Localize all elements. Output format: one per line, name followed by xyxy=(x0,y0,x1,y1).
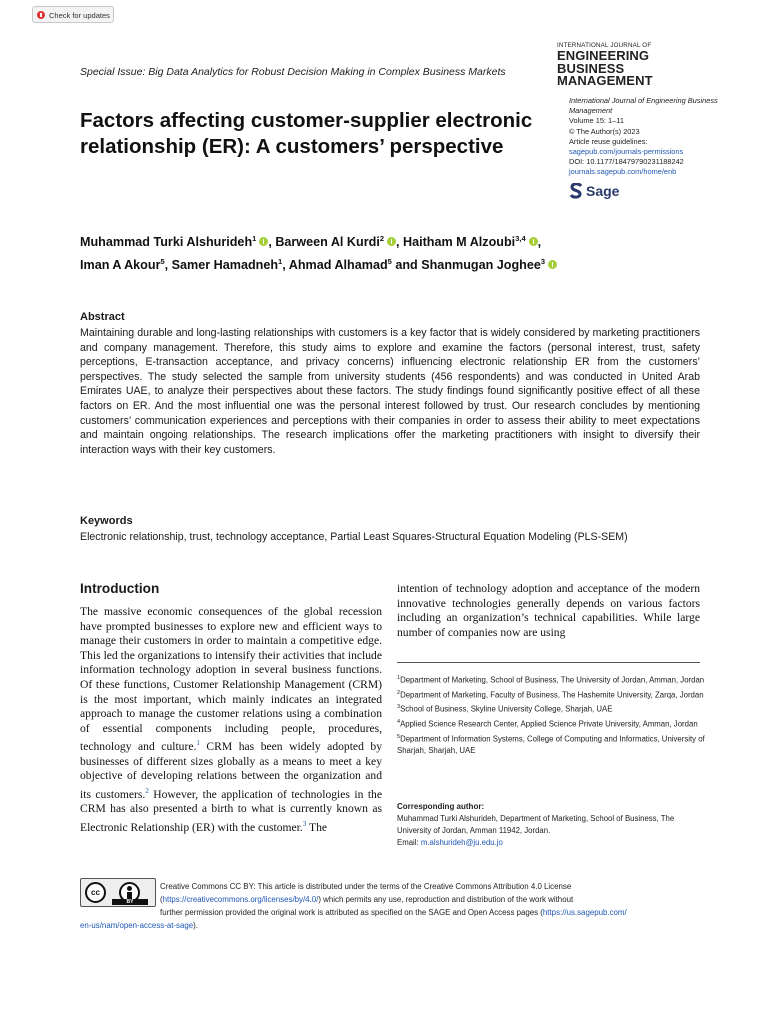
publisher-name: Sage xyxy=(586,183,620,199)
meta-reuse: Article reuse guidelines: xyxy=(569,136,648,146)
author-affiliation-sup: 3,4 xyxy=(515,234,526,243)
affiliation-number: 2 xyxy=(397,689,401,696)
meta-volume: Volume 15: 1–11 xyxy=(569,116,624,126)
journal-logo-line3: MANAGEMENT xyxy=(557,73,653,88)
abstract-text: Maintaining durable and long-lasting relationships with customers is a key factor that is widely considered by marketing practitioners and company management. Therefore, this study aims to explore and examine the factors (personal interest, trust, safety perceptions, E-transaction acceptance, and privacy concerns) influencing electronic relationship ER from the customers’ perspectives. The study selected the sample from university students (456 respondents) and was conducted in United Arab Emirates UAE, to analyze their perspectives about these factors. The study findings found significantly positive effect of all these factors on ER. And the most influential one was the personal interest followed by trust. Our research concludes by mentioning customers’ communication experiences and perceptions with their companies in order to assess their ability to meet expectations and maintain ongoing relationships. The research implications offer the marketing practitioners with insight to diversify their interaction ways with their key customers. xyxy=(80,327,700,456)
author-list xyxy=(80,229,720,275)
sage-open-access-link-part1[interactable]: https://us.sagepub.com/ xyxy=(542,908,627,917)
check-for-updates-button[interactable] xyxy=(32,6,114,23)
affiliation-number: 3 xyxy=(397,704,401,711)
introduction-column-2: intention of technology adoption and acceptance of the modern innovative technologies generally depends on various factors including an organization’s technical capabilities. While large number of companies now are using xyxy=(397,582,700,639)
by-label: BY xyxy=(112,899,148,905)
license-url-link[interactable]: https://creativecommons.org/licenses/by/4.0/ xyxy=(162,895,319,904)
corresponding-heading: Corresponding author: xyxy=(397,802,485,811)
intro-text-part1: The massive economic consequences of the global recession have prompted businesses to explore new and efficient ways to manage their customers in order to maintain a competitive edge. This led the organizations to intensify their activities that include information technology adoption in several business functions. Of these functions, Customer Relationship Management (CRM) is the most important, which mainly indicates an integrated approach to manage the customer relations using a combination of essential components including people, procedures, technology and culture. xyxy=(80,605,382,754)
introduction-column-1 xyxy=(80,605,382,835)
journal-logo-line2: ENGINEERING BUSINESS xyxy=(557,48,650,76)
meta-reuse-link[interactable]: sagepub.com/journals-permissions xyxy=(569,147,684,157)
cc-icon: cc xyxy=(85,882,106,903)
author-separator: , xyxy=(396,235,403,250)
corresponding-author xyxy=(397,801,697,849)
intro-text-part2: CRM has been widely adopted by businesses of different sizes globally as a means to meet a key objective of developing relations between the organization and its customers. xyxy=(80,740,382,801)
affiliation-text: School of Business, Skyline University College, Sharjah, UAE xyxy=(400,704,613,714)
author-name[interactable]: Samer Hamadneh xyxy=(171,258,279,273)
check-for-updates-label: Check for updates xyxy=(49,11,110,20)
affiliations-list xyxy=(397,672,707,758)
author-affiliation-sup: 1 xyxy=(278,257,283,267)
author-name[interactable]: Muhammad Turki Alshurideh xyxy=(80,235,253,250)
orcid-icon[interactable] xyxy=(259,237,268,246)
license-text-continued xyxy=(80,906,705,932)
author-separator: , xyxy=(268,235,276,250)
author-name[interactable]: Shanmugan Joghee xyxy=(421,258,541,273)
license-line3: further permission provided the original work is attributed as specified on the SAGE and Open Access pages ( xyxy=(160,908,543,917)
orcid-icon[interactable] xyxy=(387,237,396,246)
license-paren-open: ( xyxy=(160,895,163,904)
update-icon xyxy=(37,11,45,19)
email-link[interactable]: m.alshurideh@ju.edu.jo xyxy=(420,837,503,847)
author-name[interactable]: Haitham M Alzoubi xyxy=(403,235,516,250)
special-issue-line: Special Issue: Big Data Analytics for Robust Decision Making in Complex Business Markets xyxy=(80,66,506,78)
sage-open-access-link-part2[interactable]: en-us/nam/open-access-at-sage xyxy=(80,921,194,930)
publisher-logo xyxy=(569,183,619,199)
introduction-heading: Introduction xyxy=(80,581,160,596)
intro-text-part3: However, the application of technologies in the CRM has also presented a birth to what is currently known as Electronic Relationship (ER) with the customer. xyxy=(80,787,382,834)
footnote-divider xyxy=(397,662,700,663)
affiliation-text: Department of Marketing, School of Business, The University of Jordan, Amman, Jordan xyxy=(400,675,705,685)
meta-homepage-link[interactable]: journals.sagepub.com/home/enb xyxy=(569,167,677,177)
license-line4: ). xyxy=(193,921,198,930)
author-affiliation-sup: 1 xyxy=(252,234,257,243)
author-separator: , xyxy=(282,258,289,273)
intro-text-part4: The xyxy=(306,820,328,834)
author-affiliation-sup: 5 xyxy=(160,257,165,267)
reference-1-link[interactable]: 1 xyxy=(196,739,200,748)
journal-logo-line1: INTERNATIONAL JOURNAL OF xyxy=(557,42,652,49)
meta-doi: DOI: 10.1177/18479790231188242 xyxy=(569,157,684,167)
meta-journal: International Journal of Engineering Business Management xyxy=(569,96,718,116)
reference-2-link[interactable]: 2 xyxy=(145,786,149,795)
author-name[interactable]: Iman A Akour xyxy=(80,258,161,273)
abstract-heading: Abstract xyxy=(80,311,125,323)
sage-s-icon xyxy=(569,183,583,199)
affiliation-item xyxy=(397,716,707,731)
author-name[interactable]: Ahmad Alhamad xyxy=(288,258,388,273)
author-affiliation-sup: 2 xyxy=(379,234,384,243)
email-label: Email: xyxy=(397,837,421,847)
orcid-icon[interactable] xyxy=(529,237,538,246)
cc-by-badge[interactable] xyxy=(80,878,156,907)
affiliation-text: Department of Marketing, Faculty of Business, The Hashemite University, Zarqa, Jordan xyxy=(400,690,704,700)
reference-3-link[interactable]: 3 xyxy=(302,820,307,829)
affiliation-text: Applied Science Research Center, Applied Science Private University, Amman, Jordan xyxy=(400,719,698,729)
corresponding-details: Muhammad Turki Alshurideh, Department of Marketing, School of Business, The University of Jordan, Amman 11942, Jordan. xyxy=(397,813,675,835)
affiliation-number: 5 xyxy=(397,733,401,740)
author-separator: , xyxy=(164,258,172,273)
author-affiliation-sup: 3 xyxy=(540,257,546,267)
keywords-text: Electronic relationship, trust, technology acceptance, Partial Least Squares-Structural Equation Modeling (PLS-SEM) xyxy=(80,531,628,543)
meta-copyright: © The Author(s) 2023 xyxy=(569,126,640,136)
keywords-heading: Keywords xyxy=(80,515,133,527)
author-affiliation-sup: 5 xyxy=(387,257,392,267)
license-text xyxy=(160,880,705,906)
article-title: Factors affecting customer-supplier electronic relationship (ER): A customers’ perspective xyxy=(80,109,533,158)
journal-meta xyxy=(569,96,749,178)
author-name[interactable]: Barween Al Kurdi xyxy=(275,235,380,250)
author-separator: , xyxy=(537,235,542,250)
license-line2: ) which permits any use, reproduction and distribution of the work without xyxy=(318,895,574,904)
affiliation-number: 4 xyxy=(397,719,401,726)
orcid-icon[interactable] xyxy=(548,260,557,269)
affiliation-text: Department of Information Systems, College of Computing and Informatics, University of Sharjah, Sharjah, UAE xyxy=(397,734,705,756)
affiliation-item xyxy=(397,687,707,702)
affiliation-number: 1 xyxy=(397,675,401,681)
journal-logo xyxy=(557,42,707,87)
affiliation-item xyxy=(397,731,707,758)
author-separator: and xyxy=(391,258,422,273)
affiliation-item xyxy=(397,701,707,716)
license-line1: Creative Commons CC BY: This article is distributed under the terms of the Creative Commons Attribution 4.0 License xyxy=(160,882,572,891)
affiliation-item xyxy=(397,672,707,687)
